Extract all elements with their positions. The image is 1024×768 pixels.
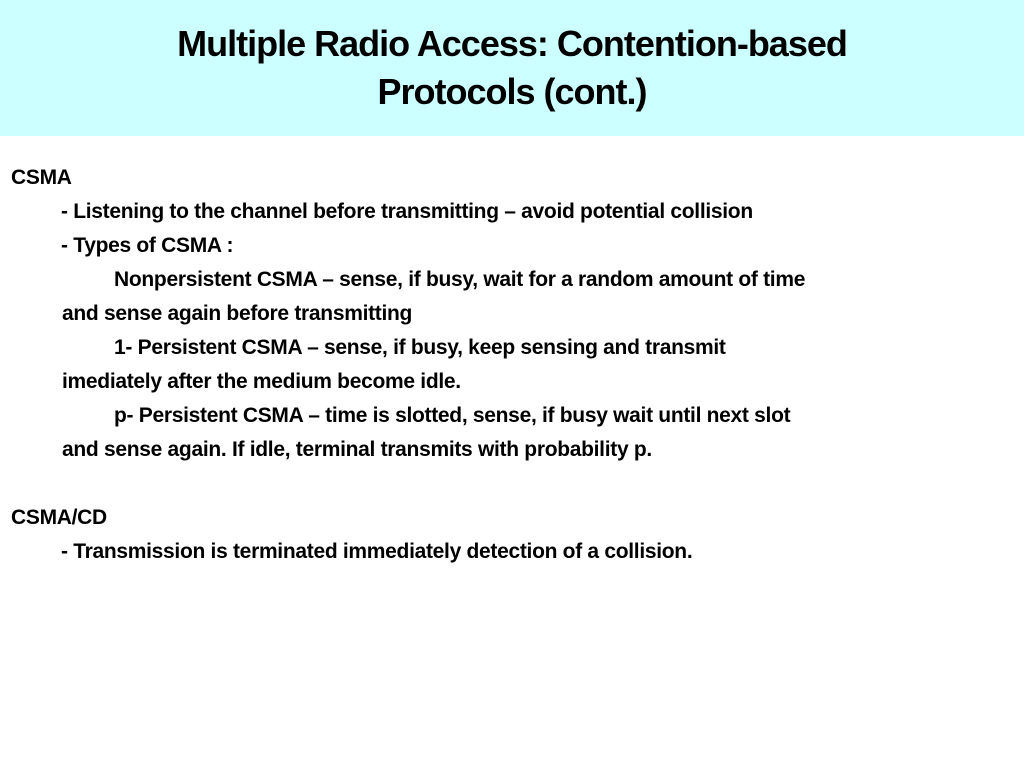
csma-bullet-types: - Types of CSMA :: [61, 234, 234, 257]
slide-body: [0, 161, 1024, 569]
title-band: [0, 0, 1024, 136]
one-persistent-csma-line-1: 1- Persistent CSMA – sense, if busy, keep sensing and transmit: [114, 336, 726, 359]
p-persistent-csma-line-2: and sense again. If idle, terminal transmits with probability p.: [62, 438, 652, 461]
csma-cd-bullet-termination: - Transmission is terminated immediately detection of a collision.: [61, 540, 693, 563]
csma-heading: CSMA: [11, 166, 72, 189]
one-persistent-csma-line-2: imediately after the medium become idle.: [62, 370, 461, 393]
nonpersistent-csma-line-1: Nonpersistent CSMA – sense, if busy, wait for a random amount of time: [114, 268, 806, 291]
nonpersistent-csma-line-2: and sense again before transmitting: [62, 302, 413, 325]
csma-cd-heading: CSMA/CD: [11, 506, 107, 529]
p-persistent-csma-line-1: p- Persistent CSMA – time is slotted, sense, if busy wait until next slot: [114, 404, 791, 427]
slide-title-line-2: Protocols (cont.): [377, 71, 647, 112]
slide-title-line-1: Multiple Radio Access: Contention-based: [177, 23, 847, 64]
section-spacer: [0, 467, 1024, 501]
csma-bullet-listening: - Listening to the channel before transmitting – avoid potential collision: [61, 200, 753, 223]
